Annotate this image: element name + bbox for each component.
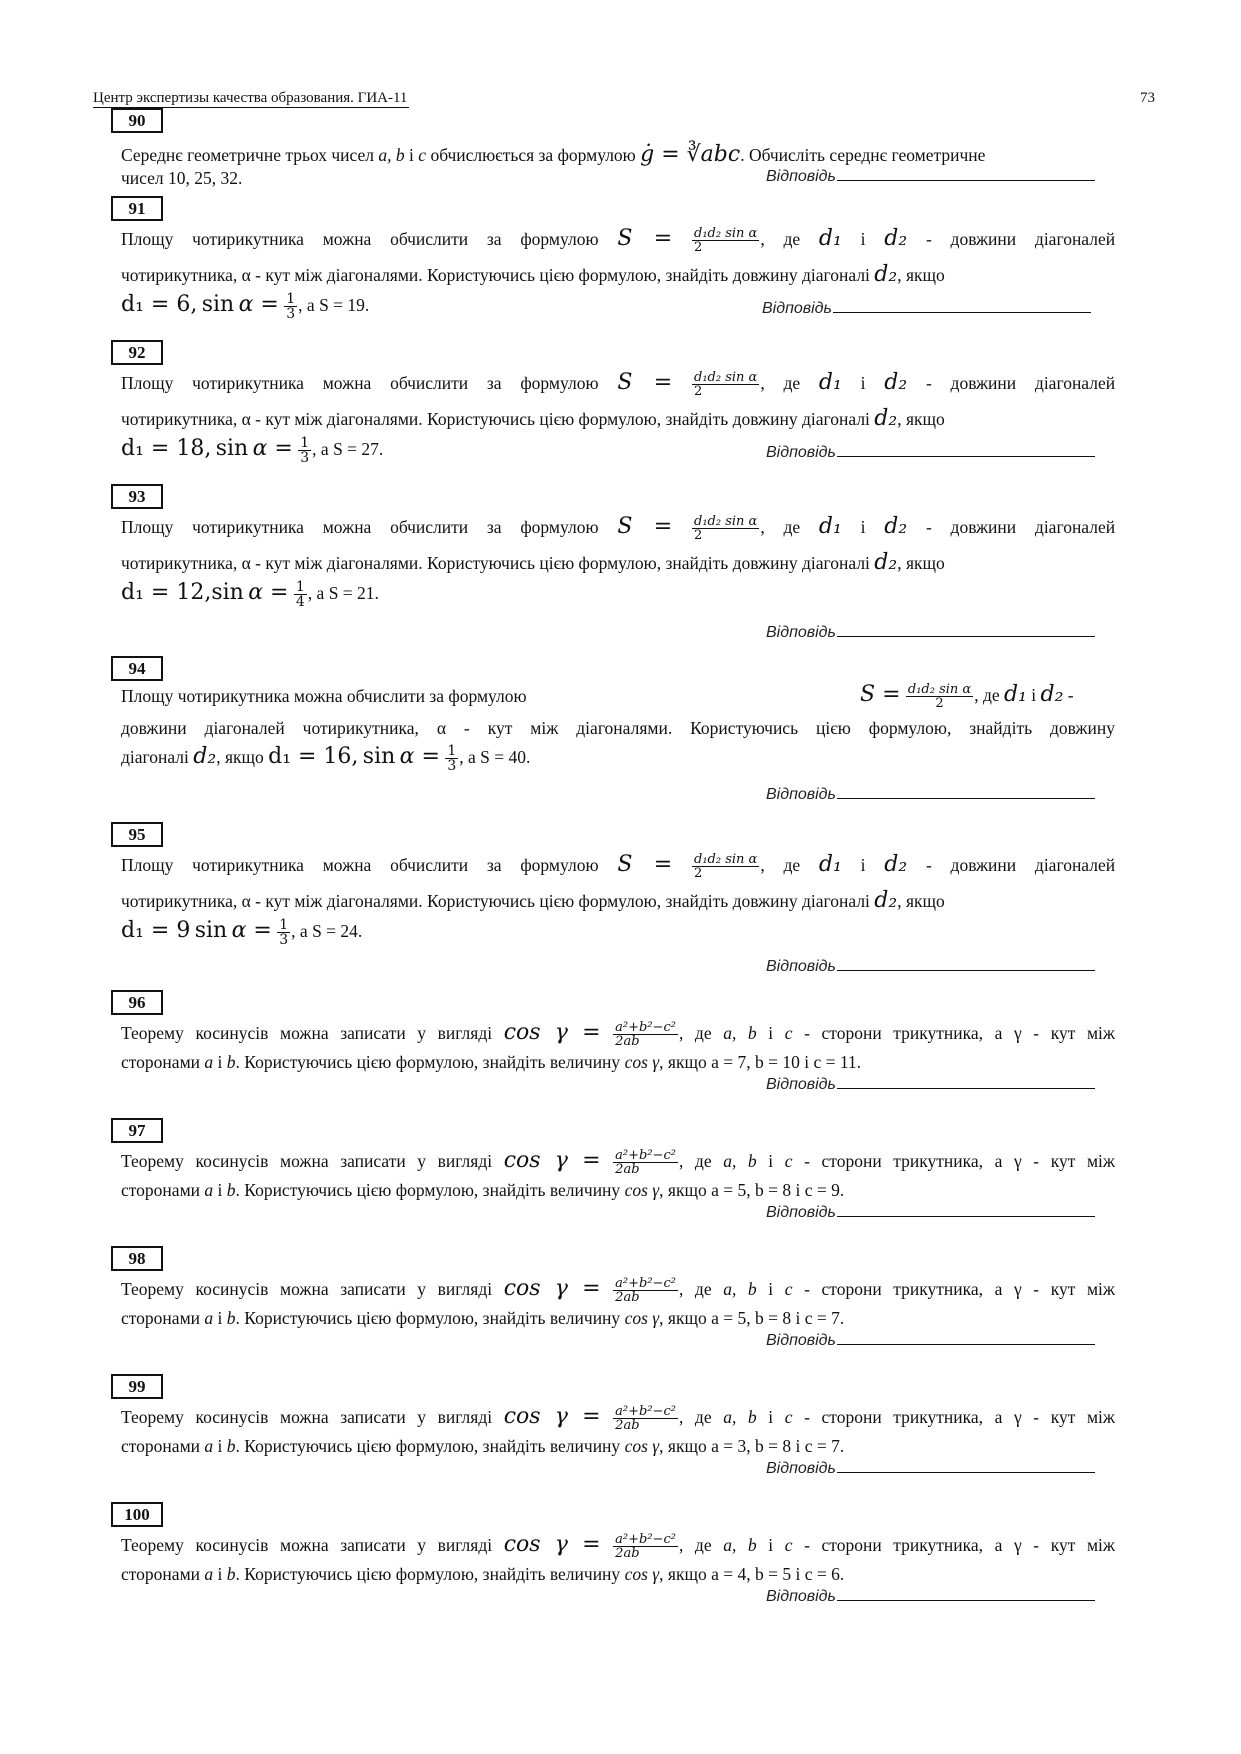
- task-line: Теорему косинусів можна записати у вигляді cos γ = $\frac{\text{a²+b²−c²}}{2ab}$ , де a, b і c - сторони трикутника, а γ - кут між: [121, 1020, 1115, 1050]
- answer-field[interactable]: Відповідь: [766, 1460, 1110, 1478]
- task-line: d₁ = 6, sin α = $\frac{1}{3}$ , а S = 19.: [121, 291, 370, 323]
- geometric-mean-formula: ġ = ∛abc: [640, 142, 741, 167]
- answer-field[interactable]: Відповідь: [762, 300, 1106, 318]
- answer-field[interactable]: Відповідь: [766, 958, 1110, 976]
- task-number: 99: [111, 1374, 163, 1399]
- task-line: діагоналі d₂, якщо d₁ = 16, sin α = $\frac{1}{3}$ , а S = 40.: [121, 743, 531, 775]
- task-number: 98: [111, 1246, 163, 1271]
- task-line: Теорему косинусів можна записати у вигляді cos γ = $\frac{\text{a²+b²−c²}}{2ab}$ , де a, b і c - сторони трикутника, а γ - кут між: [121, 1276, 1115, 1306]
- task-line: Площу чотирикутника можна обчислити за формулою S = $\frac{\text{d₁d₂ sin α}}{2}$ , де d₁ і d₂ - довжини діагоналей: [121, 370, 1116, 400]
- task-line: сторонами a і b. Користуючись цією формулою, знайдіть величину cos γ, якщо a = 5, b = 8 і c = 7.: [121, 1308, 845, 1328]
- task-line: S = $\frac{\text{d₁d₂ sin α}}{2}$ , де d₁ і d₂ -: [860, 682, 1074, 712]
- task-line: сторонами a і b. Користуючись цією формулою, знайдіть величину cos γ, якщо a = 7, b = 10 і c = 11.: [121, 1052, 862, 1072]
- answer-field[interactable]: Відповідь: [766, 1076, 1110, 1094]
- task-line: сторонами a і b. Користуючись цією формулою, знайдіть величину cos γ, якщо a = 4, b = 5 і c = 6.: [121, 1564, 845, 1584]
- task-line: Теорему косинусів можна записати у вигляді cos γ = $\frac{\text{a²+b²−c²}}{2ab}$ , де a, b і c - сторони трикутника, а γ - кут між: [121, 1404, 1115, 1434]
- task-line: чотирикутника, α - кут між діагоналями. Користуючись цією формулою, знайдіть довжину діагоналі d₂, якщо: [121, 550, 945, 575]
- page-number: 73: [1140, 90, 1155, 106]
- task-number: 91: [111, 196, 163, 221]
- task-line: d₁ = 18, sin α = $\frac{1}{3}$ , а S = 27.: [121, 435, 384, 467]
- answer-field[interactable]: Відповідь: [766, 444, 1110, 462]
- task-line: Теорему косинусів можна записати у вигляді cos γ = $\frac{\text{a²+b²−c²}}{2ab}$ , де a, b і c - сторони трикутника, а γ - кут між: [121, 1532, 1115, 1562]
- task-line: чотирикутника, α - кут між діагоналями. Користуючись цією формулою, знайдіть довжину діагоналі d₂, якщо: [121, 406, 945, 431]
- task-number: 97: [111, 1118, 163, 1143]
- task-number: 94: [111, 656, 163, 681]
- answer-field[interactable]: Відповідь: [766, 624, 1110, 642]
- task-number: 90: [111, 108, 163, 133]
- task-number: 92: [111, 340, 163, 365]
- task-line: Площу чотирикутника можна обчислити за формулою S = $\frac{\text{d₁d₂ sin α}}{2}$ , де d₁ і d₂ - довжини діагоналей: [121, 514, 1116, 544]
- task-line: чотирикутника, α - кут між діагоналями. Користуючись цією формулою, знайдіть довжину діагоналі d₂, якщо: [121, 888, 945, 913]
- task-line: сторонами a і b. Користуючись цією формулою, знайдіть величину cos γ, якщо a = 5, b = 8 і c = 9.: [121, 1180, 845, 1200]
- task-line: Середнє геометричне трьох чисел a, b і c обчислюється за формулою ġ = ∛abc. Обчисліть середнє геометричне: [121, 142, 986, 167]
- task-number: 100: [111, 1502, 163, 1527]
- task-line: чотирикутника, α - кут між діагоналями. Користуючись цією формулою, знайдіть довжину діагоналі d₂, якщо: [121, 262, 945, 287]
- answer-field[interactable]: Відповідь: [766, 1332, 1110, 1350]
- task-line: чисел 10, 25, 32.: [121, 168, 243, 188]
- answer-field[interactable]: Відповідь: [766, 168, 1110, 186]
- task-line: d₁ = 9 sin α = $\frac{1}{3}$ , а S = 24.: [121, 917, 363, 949]
- header-title: Центр экспертизы качества образования. ГИА-11: [93, 90, 408, 106]
- task-line: Площу чотирикутника можна обчислити за формулою S = $\frac{\text{d₁d₂ sin α}}{2}$ , де d₁ і d₂ - довжини діагоналей: [121, 852, 1116, 882]
- task-number: 95: [111, 822, 163, 847]
- task-line: Площу чотирикутника можна обчислити за формулою S = $\frac{\text{d₁d₂ sin α}}{2}$ , де d₁ і d₂ - довжини діагоналей: [121, 226, 1116, 256]
- answer-field[interactable]: Відповідь: [766, 1204, 1110, 1222]
- task-number: 96: [111, 990, 163, 1015]
- task-number: 93: [111, 484, 163, 509]
- task-line: довжини діагоналей чотирикутника, α - кут між діагоналями. Користуючись цією формулою, знайдіть довжину: [121, 718, 1115, 738]
- answer-field[interactable]: Відповідь: [766, 786, 1110, 804]
- task-line: сторонами a і b. Користуючись цією формулою, знайдіть величину cos γ, якщо a = 3, b = 8 і c = 7.: [121, 1436, 845, 1456]
- answer-field[interactable]: Відповідь: [766, 1588, 1110, 1606]
- task-line: d₁ = 12,sin α = $\frac{1}{4}$ , а S = 21.: [121, 579, 379, 611]
- task-line: Теорему косинусів можна записати у вигляді cos γ = $\frac{\text{a²+b²−c²}}{2ab}$ , де a, b і c - сторони трикутника, а γ - кут між: [121, 1148, 1115, 1178]
- task-line: Площу чотирикутника можна обчислити за формулою: [121, 686, 527, 706]
